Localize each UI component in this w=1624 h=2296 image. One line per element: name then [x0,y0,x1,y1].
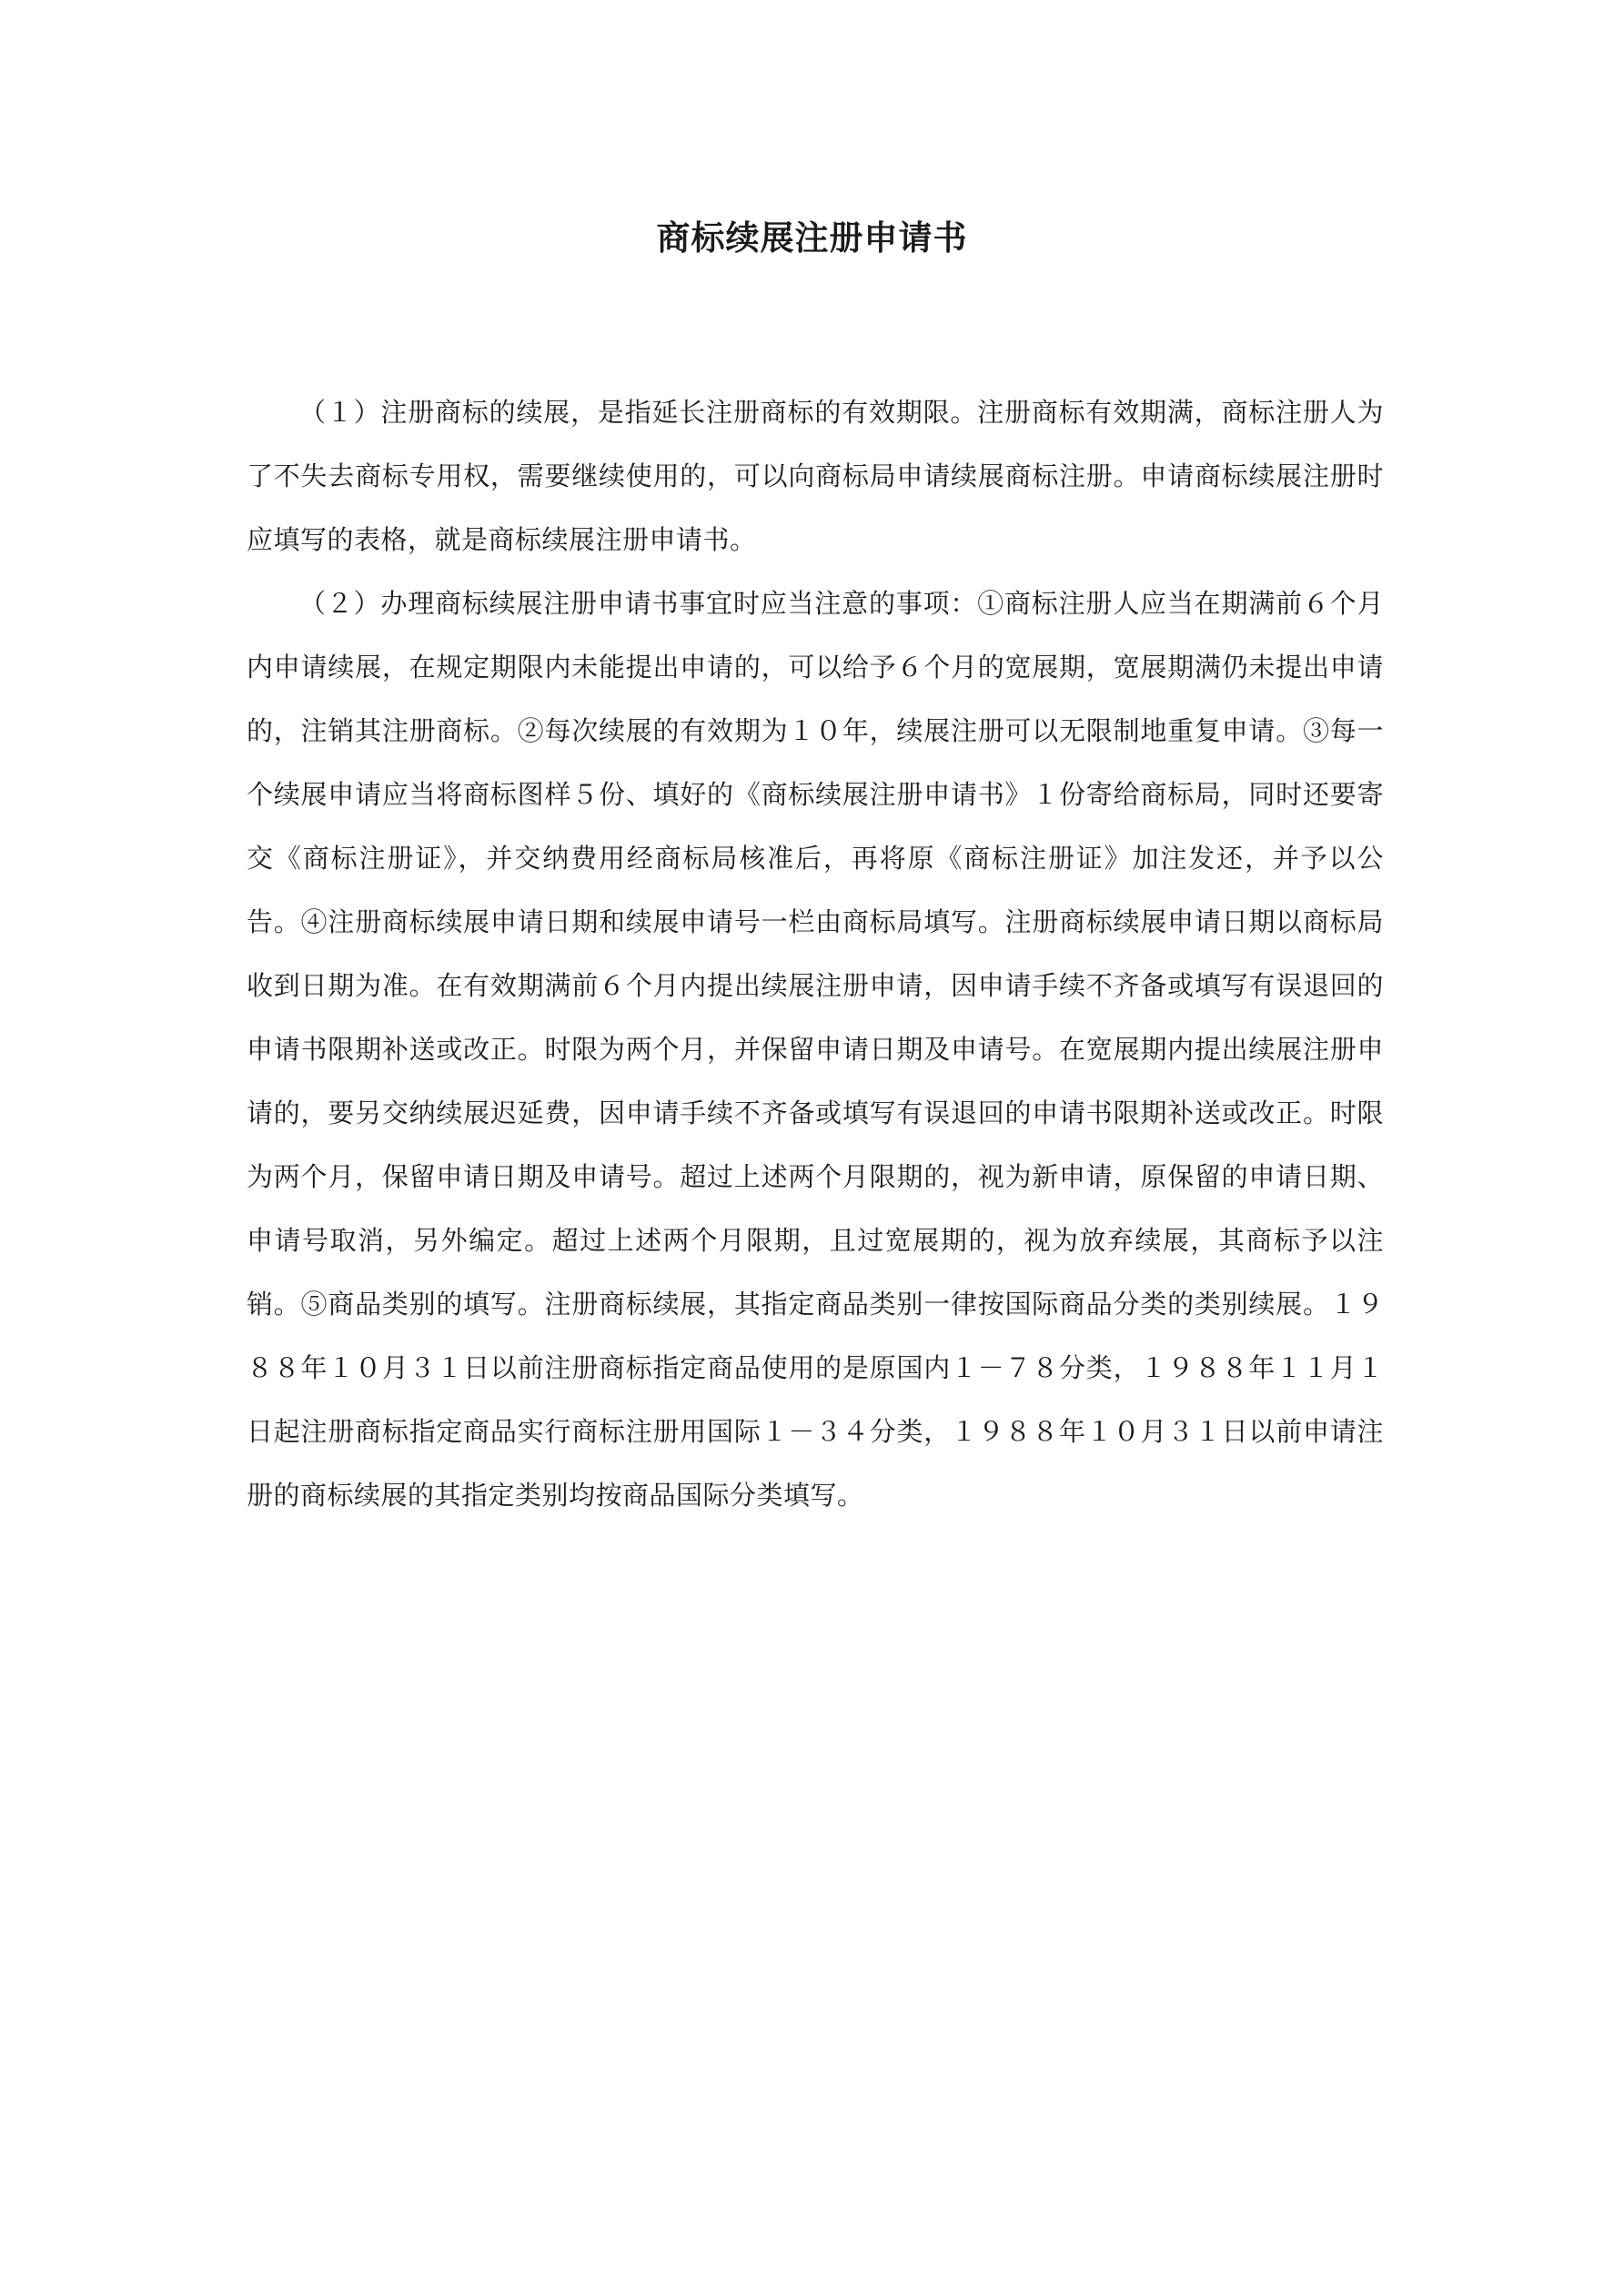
paragraph-1: （１）注册商标的续展，是指延长注册商标的有效期限。注册商标有效期满，商标注册人为了不失去商标专用权，需要继续使用的，可以向商标局申请续展商标注册。申请商标续展注册时应填写的表格，就是商标续展注册申请书。 [247,397,1384,555]
paragraph-2: （２）办理商标续展注册申请书事宜时应当注意的事项：①商标注册人应当在期满前６个月内申请续展，在规定期限内未能提出申请的，可以给予６个月的宽展期，宽展期满仍未提出申请的，注销其注册商标。②每次续展的有效期为１０年，续展注册可以无限制地重复申请。③每一个续展申请应当将商标图样５份、填好的《商标续展注册申请书》１份寄给商标局，同时还要寄交《商标注册证》，并交纳费用经商标局核准后，再将原《商标注册证》加注发还，并予以公告。④注册商标续展申请日期和续展申请号一栏由商标局填写。注册商标续展申请日期以商标局收到日期为准。在有效期满前６个月内提出续展注册申请，因申请手续不齐备或填写有误退回的申请书限期补送或改正。时限为两个月，并保留申请日期及申请号。在宽展期内提出续展注册申请的，要另交纳续展迟延费，因申请手续不齐备或填写有误退回的申请书限期补送或改正。时限为两个月，保留申请日期及申请号。超过上述两个月限期的，视为新申请，原保留的申请日期、申请号取消，另外编定。超过上述两个月限期，且过宽展期的，视为放弃续展，其商标予以注销。⑤商品类别的填写。注册商标续展，其指定商品类别一律按国际商品分类的类别续展。１９８８年１０月３１日以前注册商标指定商品使用的是原国内１－７８分类，１９８８年１１月１日起注册商标指定商品实行商标注册用国际１－３４分类，１９８８年１０月３１日以前申请注册的商标续展的其指定类别均按商品国际分类填写。 [247,588,1384,1511]
document-title: 商标续展注册申请书 [656,218,968,258]
document-body [247,380,1384,1527]
